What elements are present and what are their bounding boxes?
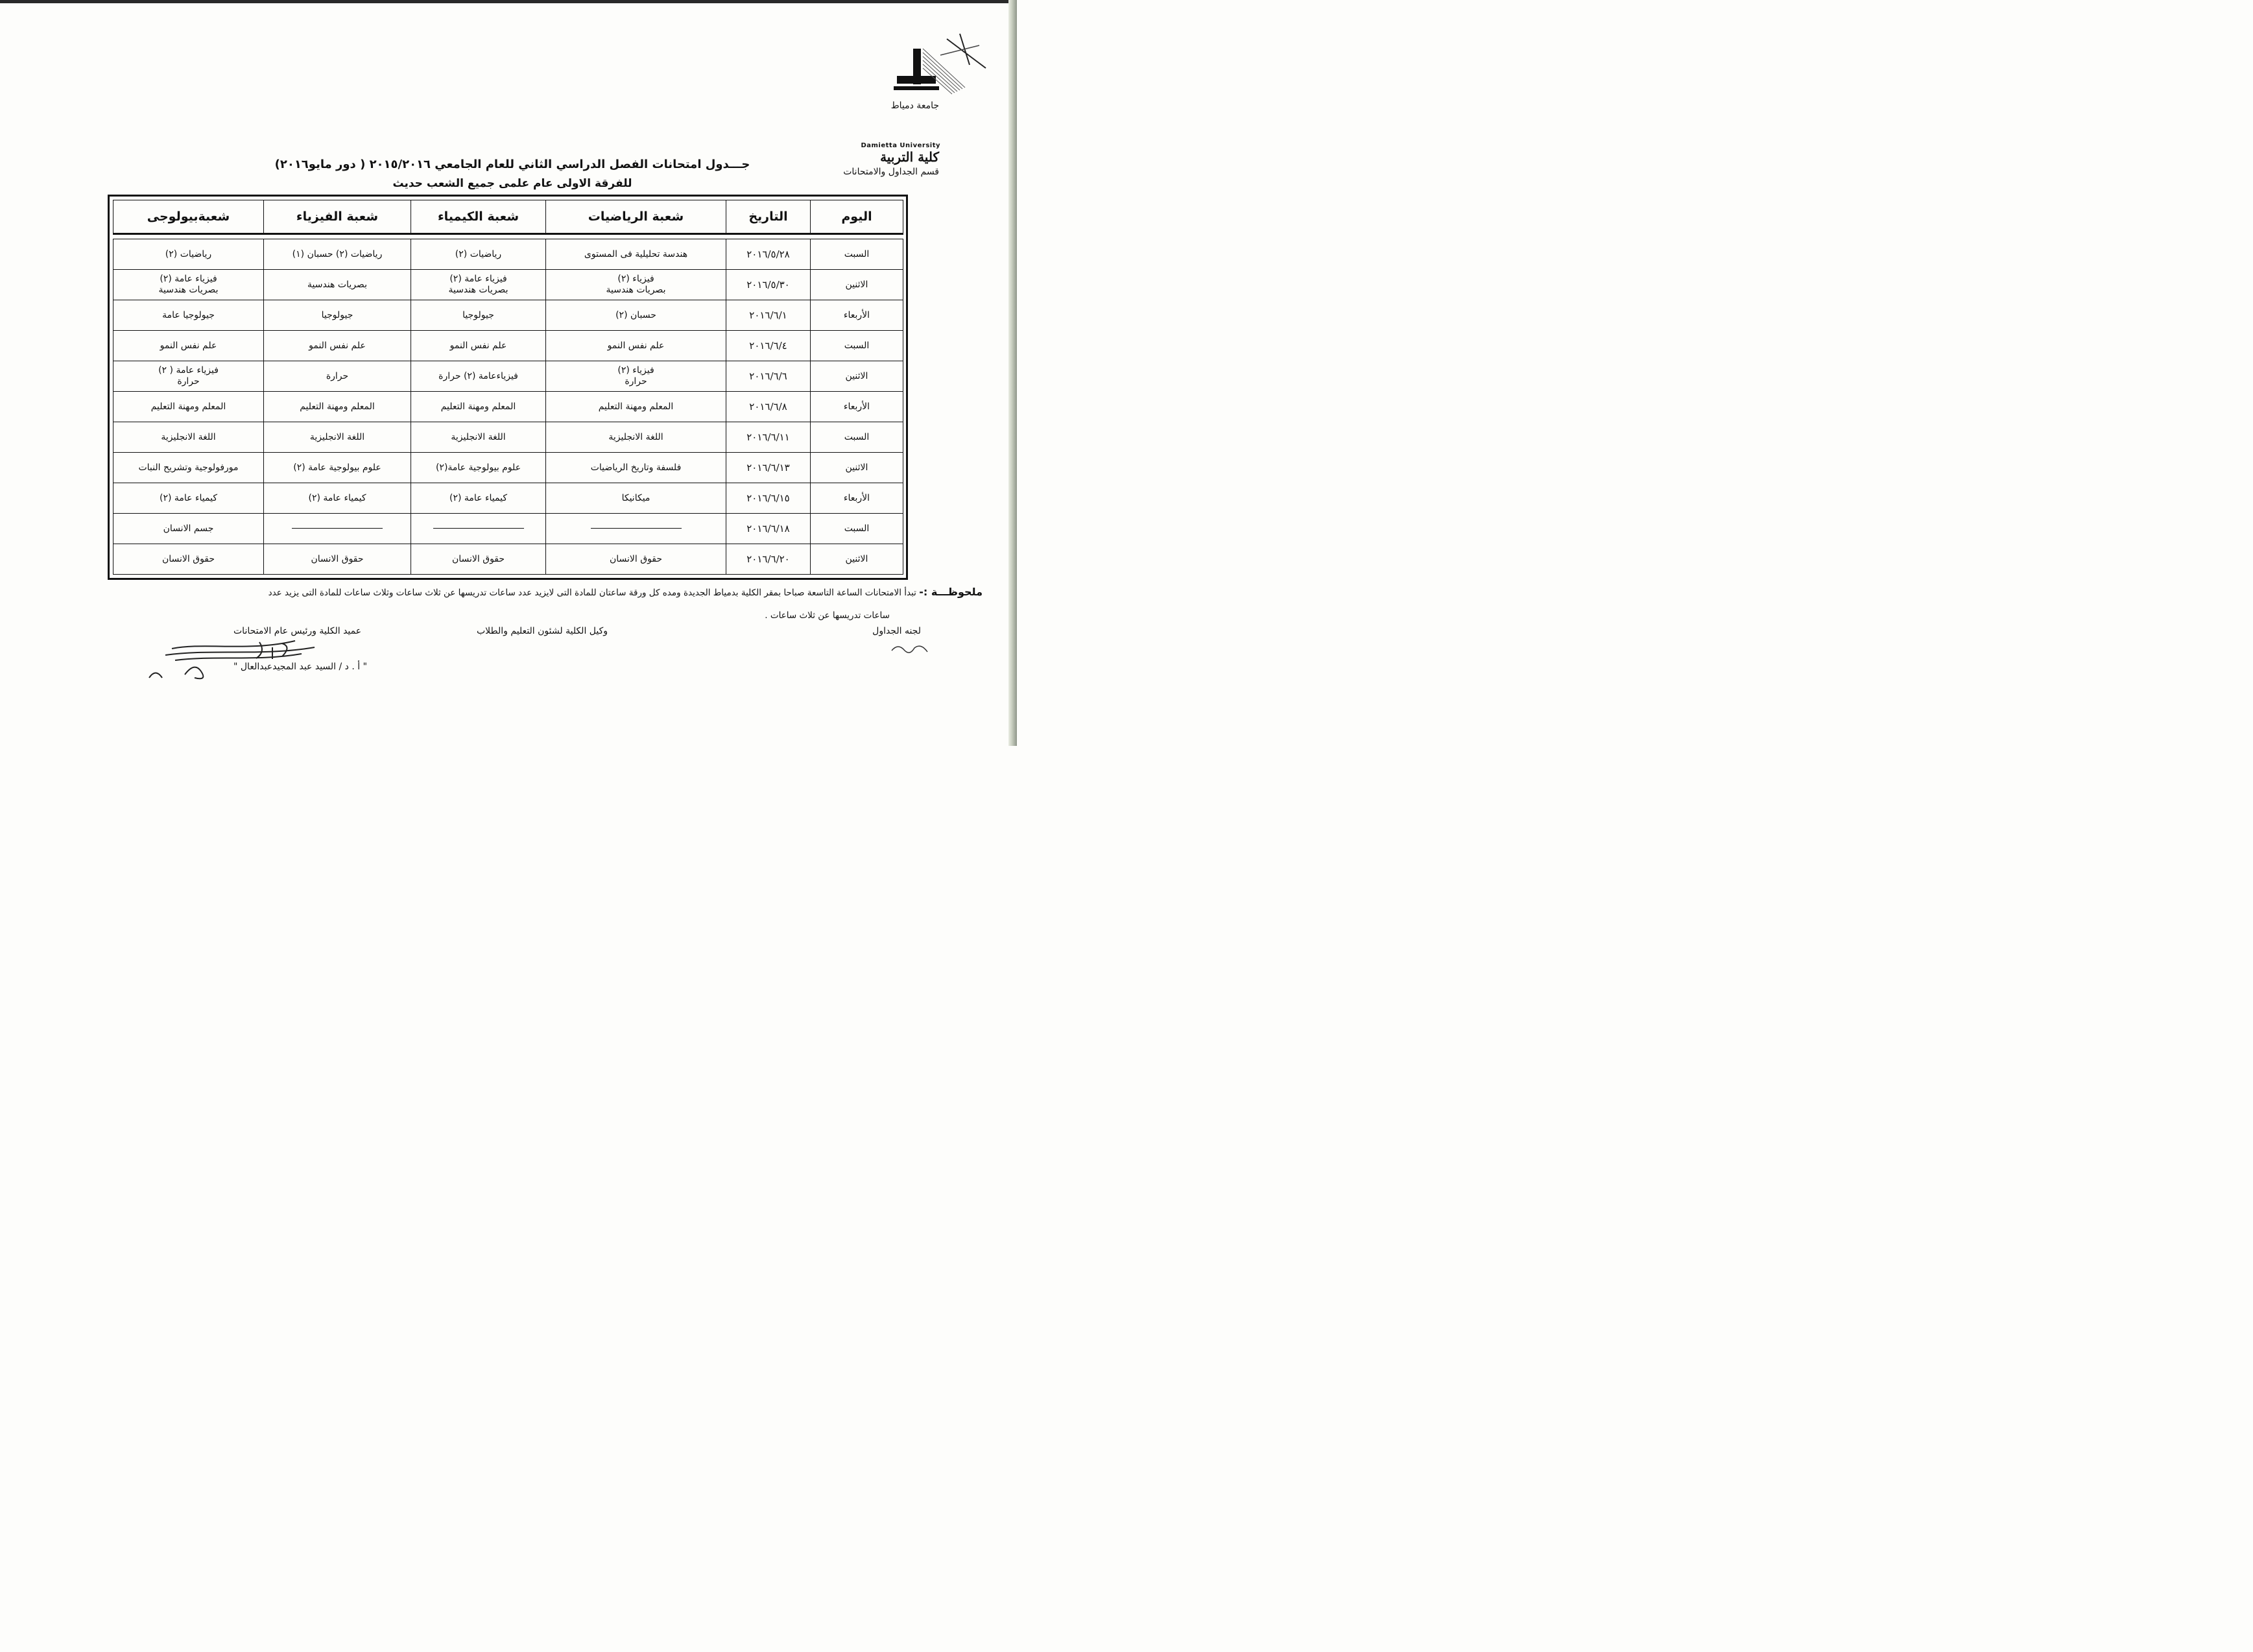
cell-bio xyxy=(113,239,264,270)
cell-text: اللغة الانجليزية xyxy=(309,431,365,442)
cell-day xyxy=(811,483,903,514)
cell-text: جيولوجيا xyxy=(321,309,353,320)
cell-chem xyxy=(411,392,546,422)
cell-bio xyxy=(113,270,264,300)
cell-text: المعلم ومهنة التعليم xyxy=(150,401,226,412)
cell-text: فيزياء عامة ( ٢) حرارة xyxy=(158,365,219,387)
cell-date xyxy=(726,331,811,361)
table-header-row xyxy=(113,200,903,234)
cell-phys xyxy=(264,514,411,544)
gap-cell xyxy=(726,234,811,239)
cell-text: رياضيات (٢) حسبان (١) xyxy=(292,248,383,259)
schedule-table-frame xyxy=(108,195,908,580)
document-header xyxy=(809,36,978,177)
cell-phys xyxy=(264,300,411,331)
cell-date xyxy=(726,300,811,331)
cell-chem xyxy=(411,270,546,300)
table-row xyxy=(113,544,903,575)
handwritten-initials xyxy=(888,641,934,656)
cell-bio xyxy=(113,300,264,331)
cell-phys xyxy=(264,392,411,422)
handwritten-signature xyxy=(146,629,340,688)
cell-text: اللغة الانجليزية xyxy=(608,431,663,442)
cell-text: رياضيات (٢) xyxy=(455,248,502,259)
dean-name: " أ . د / السيد عبد المجيدعبدالعال " xyxy=(233,662,368,672)
cell-day xyxy=(811,361,903,392)
cell-text: اللغة الانجليزية xyxy=(451,431,506,442)
cell-text: السبت xyxy=(844,523,870,534)
cell-text: ٢٠١٦/٦/٨ xyxy=(749,400,787,413)
table-row xyxy=(113,422,903,453)
note xyxy=(113,586,983,598)
table-row xyxy=(113,300,903,331)
table-row xyxy=(113,514,903,544)
cell-date xyxy=(726,514,811,544)
cell-math xyxy=(546,270,726,300)
cell-math xyxy=(546,514,726,544)
cell-day xyxy=(811,453,903,483)
gap-cell xyxy=(264,234,411,239)
cell-math xyxy=(546,544,726,575)
cell-text: فيزياء عامة (٢) بصريات هندسية xyxy=(448,274,508,295)
empty-dash xyxy=(292,528,383,529)
university-name-en: Damietta University xyxy=(861,142,940,149)
cell-day xyxy=(811,239,903,270)
cell-text: حقوق الانسان xyxy=(311,553,364,564)
cell-chem xyxy=(411,361,546,392)
cell-text: مورفولوجية وتشريح النبات xyxy=(138,462,239,473)
cell-phys xyxy=(264,270,411,300)
cell-phys xyxy=(264,361,411,392)
cell-chem xyxy=(411,300,546,331)
table-row xyxy=(113,361,903,392)
cell-date xyxy=(726,392,811,422)
cell-date xyxy=(726,422,811,453)
cell-text: السبت xyxy=(844,340,870,351)
header-gap-row xyxy=(113,234,903,239)
cell-date xyxy=(726,453,811,483)
cell-text: جسم الانسان xyxy=(163,523,214,534)
signature-dean: عميد الكلية ورئيس عام الامتحانات xyxy=(233,626,362,636)
cell-text: حقوق الانسان xyxy=(161,553,215,564)
cell-day xyxy=(811,270,903,300)
scan-top-border xyxy=(0,0,1008,3)
cell-math xyxy=(546,483,726,514)
cell-date xyxy=(726,361,811,392)
cell-text: فيزياء عامة (٢) بصريات هندسية xyxy=(158,274,219,295)
cell-text: كيمياء عامة (٢) xyxy=(308,492,366,503)
header-phys: شعبة الفيزياء xyxy=(264,200,411,234)
cell-text: اللغة الانجليزية xyxy=(161,431,216,442)
table-body xyxy=(113,234,903,575)
cell-text: ٢٠١٦/٦/٦ xyxy=(749,370,787,382)
cell-text: فلسفة وتاريخ الرياضيات xyxy=(590,462,682,473)
cell-text: علوم بيولوجية عامة (٢) xyxy=(293,462,381,473)
cell-chem xyxy=(411,331,546,361)
table-row xyxy=(113,270,903,300)
signature-committee: لجنه الجداول xyxy=(872,626,921,636)
gap-cell xyxy=(411,234,546,239)
cell-text: حقوق الانسان xyxy=(451,553,505,564)
cell-text: فيزياء (٢) بصريات هندسية xyxy=(606,274,666,295)
university-name-ar: جامعة دمياط xyxy=(890,101,939,111)
table-row xyxy=(113,239,903,270)
cell-math xyxy=(546,361,726,392)
table-row xyxy=(113,483,903,514)
cell-text: الاثنين xyxy=(845,279,868,290)
page-subtitle: للفرقة الاولى عام علمى جميع الشعب حديث xyxy=(392,177,632,190)
page-title: جـــدول امتحانات الفصل الدراسي الثاني للعام الجامعي ٢٠١٥/٢٠١٦ ( دور مايو٢٠١٦) xyxy=(274,158,750,171)
table-row xyxy=(113,453,903,483)
cell-text: فيزياءعامة (٢) حرارة xyxy=(438,370,518,381)
cell-date xyxy=(726,483,811,514)
scan-right-edge xyxy=(1008,0,1017,746)
cell-text: المعلم ومهنة التعليم xyxy=(598,401,674,412)
cell-chem xyxy=(411,514,546,544)
note-text-continued: ساعات تدريسها عن ثلاث ساعات . xyxy=(765,610,890,621)
header-bio: شعبةبيولوجى xyxy=(113,200,264,234)
header-chem: شعبة الكيمياء xyxy=(411,200,546,234)
empty-dash xyxy=(433,528,524,529)
cell-phys xyxy=(264,331,411,361)
cell-date xyxy=(726,544,811,575)
gap-cell xyxy=(113,234,264,239)
header-math: شعبة الرياضيات xyxy=(546,200,726,234)
college-name: كلية التربية xyxy=(880,149,939,165)
cell-text: كيمياء عامة (٢) xyxy=(449,492,508,503)
cell-text: جيولوجيا xyxy=(462,309,494,320)
cell-phys xyxy=(264,544,411,575)
cell-bio xyxy=(113,514,264,544)
cell-text: ٢٠١٦/٦/٤ xyxy=(749,339,787,352)
cell-day xyxy=(811,331,903,361)
cell-text: ٢٠١٦/٥/٣٠ xyxy=(746,278,790,291)
note-text: تبدأ الامتحانات الساعة التاسعة صباحا بمقر الكلية بدمياط الجديدة ومده كل ورقة ساعتان للمادة التى لايزيد عدد ساعات تدريسها عن ثلاث ساعات وثلاث ساعات للمادة التى يزيد عدد xyxy=(268,588,916,598)
cell-text: حسبان (٢) xyxy=(615,309,656,320)
cell-text: الأربعاء xyxy=(843,401,870,412)
cell-text: الأربعاء xyxy=(843,309,870,320)
cell-date xyxy=(726,270,811,300)
cell-text: علم نفس النمو xyxy=(607,340,665,351)
cell-phys xyxy=(264,483,411,514)
cell-phys xyxy=(264,239,411,270)
cell-phys xyxy=(264,453,411,483)
cell-chem xyxy=(411,239,546,270)
cell-text: حقوق الانسان xyxy=(609,553,663,564)
cell-text: المعلم ومهنة التعليم xyxy=(440,401,516,412)
cell-day xyxy=(811,300,903,331)
exam-schedule-table xyxy=(113,200,903,575)
cell-bio xyxy=(113,453,264,483)
cell-text: المعلم ومهنة التعليم xyxy=(300,401,375,412)
cell-chem xyxy=(411,544,546,575)
cell-text: رياضيات (٢) xyxy=(165,248,212,259)
cell-text: ٢٠١٦/٦/١٣ xyxy=(746,461,790,473)
cell-day xyxy=(811,392,903,422)
cell-bio xyxy=(113,422,264,453)
cell-bio xyxy=(113,544,264,575)
cell-math xyxy=(546,453,726,483)
department-name: قسم الجداول والامتحانات xyxy=(843,167,939,177)
cell-text: الاثنين xyxy=(845,462,868,473)
cell-text: علم نفس النمو xyxy=(309,340,366,351)
cell-text: ٢٠١٦/٦/١ xyxy=(749,309,787,321)
cell-bio xyxy=(113,483,264,514)
cell-text: ٢٠١٦/٦/١١ xyxy=(746,431,790,443)
cell-math xyxy=(546,392,726,422)
cell-text: ٢٠١٦/٦/١٨ xyxy=(746,522,790,534)
cell-text: الاثنين xyxy=(845,370,868,381)
cell-text: السبت xyxy=(844,248,870,259)
table-row xyxy=(113,392,903,422)
cell-text: فيزياء (٢) حرارة xyxy=(617,365,654,387)
cell-math xyxy=(546,300,726,331)
cell-text: ميكانيكا xyxy=(621,492,650,503)
cell-text: الاثنين xyxy=(845,553,868,564)
gap-cell xyxy=(811,234,903,239)
cell-text: علوم بيولوجية عامة(٢) xyxy=(435,462,521,473)
cell-text: السبت xyxy=(844,431,870,442)
gap-cell xyxy=(546,234,726,239)
header-date: التاريخ xyxy=(726,200,811,234)
table-row xyxy=(113,331,903,361)
cell-text: ٢٠١٦/٦/١٥ xyxy=(746,492,790,504)
cell-math xyxy=(546,422,726,453)
cell-text: بصريات هندسية xyxy=(307,279,367,290)
empty-dash xyxy=(591,528,682,529)
signature-vice-dean: وكيل الكلية لشئون التعليم والطلاب xyxy=(477,626,608,636)
cell-chem xyxy=(411,453,546,483)
cell-text: جيولوجيا عامة xyxy=(162,309,215,320)
cell-text: علم نفس النمو xyxy=(449,340,507,351)
cell-text: ٢٠١٦/٦/٢٠ xyxy=(746,553,790,565)
cell-phys xyxy=(264,422,411,453)
cell-day xyxy=(811,422,903,453)
cell-chem xyxy=(411,422,546,453)
cell-text: كيمياء عامة (٢) xyxy=(159,492,218,503)
cell-text: علم نفس النمو xyxy=(160,340,217,351)
cell-day xyxy=(811,544,903,575)
cell-bio xyxy=(113,361,264,392)
cell-chem xyxy=(411,483,546,514)
cell-math xyxy=(546,239,726,270)
cell-text: ٢٠١٦/٥/٢٨ xyxy=(746,248,790,260)
cell-text: الأربعاء xyxy=(843,492,870,503)
cell-math xyxy=(546,331,726,361)
cell-text: هندسة تحليلية فى المستوى xyxy=(584,248,688,259)
cell-day xyxy=(811,514,903,544)
cell-text: حرارة xyxy=(326,370,349,381)
cell-bio xyxy=(113,392,264,422)
header-day: اليوم xyxy=(811,200,903,234)
cell-date xyxy=(726,239,811,270)
note-label: ملحوظـــة :- xyxy=(919,586,983,598)
cell-bio xyxy=(113,331,264,361)
